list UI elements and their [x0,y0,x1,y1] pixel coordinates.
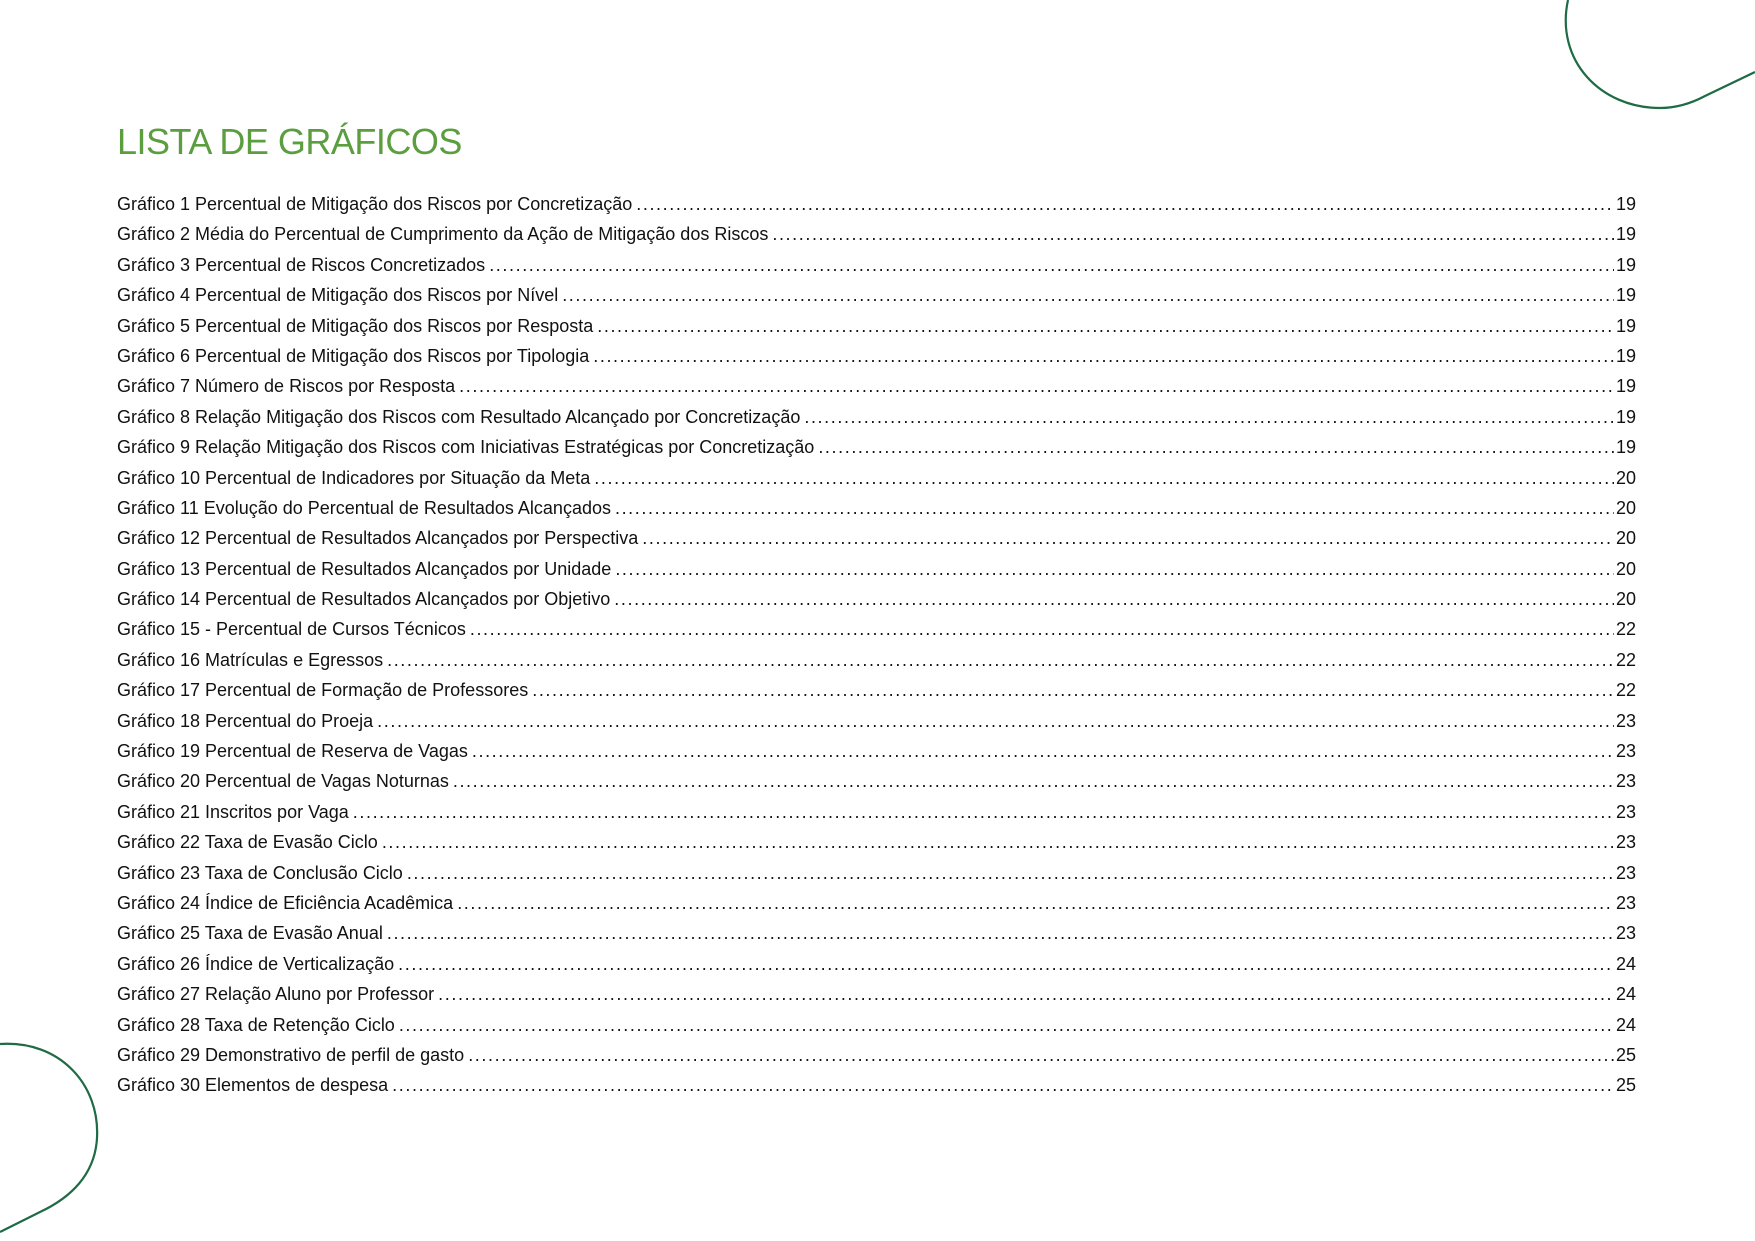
toc-entry-page-number: 23 [1615,892,1636,913]
toc-entry-page-number: 23 [1615,771,1636,792]
toc-entry-page-number: 23 [1615,923,1636,944]
toc-entry[interactable] [117,523,1636,553]
toc-entry-page-number: 19 [1615,437,1636,458]
toc-entry[interactable] [117,614,1636,644]
toc-entry-page-number: 23 [1615,710,1636,731]
toc-entry-page-number: 19 [1615,345,1636,366]
toc-entry[interactable] [117,645,1636,675]
toc-entry-page-number: 19 [1615,376,1636,397]
toc-entry-page-number: 22 [1615,619,1636,640]
toc-entry-page-number: 25 [1615,1044,1636,1065]
toc-entry-label: Gráfico 1 Percentual de Mitigação dos Riscos por Concretização [117,194,633,214]
toc-entry[interactable] [117,1040,1636,1070]
bottom-left-arc-ornament [0,1044,97,1232]
toc-dot-leader [636,189,1614,219]
toc-entry[interactable] [117,675,1636,705]
toc-dot-leader [459,371,1614,401]
toc-entry[interactable] [117,280,1636,310]
table-of-figures [117,189,1636,1101]
toc-entry[interactable] [117,554,1636,584]
toc-entry-page-number: 23 [1615,801,1636,822]
toc-dot-leader [818,432,1614,462]
toc-entry[interactable] [117,371,1636,401]
toc-entry-label: Gráfico 17 Percentual de Formação de Professores [117,680,529,701]
toc-entry-label: Gráfico 15 - Percentual de Cursos Técnicos [117,619,466,640]
toc-entry-label: Gráfico 14 Percentual de Resultados Alcançados por Objetivo [117,589,611,610]
toc-entry-label: Gráfico 8 Relação Mitigação dos Riscos com Resultado Alcançado por Concretização [117,406,801,427]
toc-entry[interactable] [117,949,1636,979]
toc-entry-page-number: 19 [1615,224,1636,245]
toc-entry[interactable] [117,219,1636,249]
toc-entry-page-number: 19 [1615,285,1636,306]
toc-entry-label: Gráfico 19 Percentual de Reserva de Vagas [117,741,468,762]
toc-entry-label: Gráfico 5 Percentual de Mitigação dos Riscos por Resposta [117,315,594,336]
toc-dot-leader [532,675,1614,705]
toc-entry-page-number: 23 [1615,862,1636,883]
toc-dot-leader [615,554,1614,584]
toc-entry[interactable] [117,858,1636,888]
toc-entry[interactable] [117,189,1636,219]
toc-entry-label: Gráfico 23 Taxa de Conclusão Ciclo [117,862,403,883]
toc-dot-leader [399,1010,1614,1040]
toc-entry[interactable] [117,888,1636,918]
toc-entry-label: Gráfico 26 Índice de Verticalização [117,953,395,974]
toc-dot-leader [387,645,1614,675]
toc-dot-leader [489,250,1614,280]
toc-entry-page-number: 20 [1615,467,1636,488]
toc-entry[interactable] [117,402,1636,432]
toc-entry[interactable] [117,1010,1636,1040]
toc-entry-page-number: 20 [1615,589,1636,610]
toc-dot-leader [470,614,1614,644]
toc-dot-leader [407,858,1614,888]
toc-dot-leader [457,888,1614,918]
toc-dot-leader [353,797,1614,827]
toc-entry[interactable] [117,341,1636,371]
toc-entry-label: Gráfico 4 Percentual de Mitigação dos Riscos por Nível [117,285,559,306]
toc-entry-label: Gráfico 6 Percentual de Mitigação dos Riscos por Tipologia [117,345,590,366]
toc-entry-label: Gráfico 2 Média do Percentual de Cumprimento da Ação de Mitigação dos Riscos [117,224,769,245]
page-title: LISTA DE GRÁFICOS [117,121,462,162]
top-right-arc-ornament [1566,0,1755,108]
toc-dot-leader [438,979,1614,1009]
toc-entry-page-number: 19 [1615,406,1636,427]
toc-entry-label: Gráfico 10 Percentual de Indicadores por Situação da Meta [117,467,591,488]
toc-dot-leader [615,493,1614,523]
toc-entry-label: Gráfico 28 Taxa de Retenção Ciclo [117,1014,395,1035]
toc-entry-label: Gráfico 21 Inscritos por Vaga [117,801,349,822]
toc-entry-label: Gráfico 25 Taxa de Evasão Anual [117,923,383,944]
toc-entry-label: Gráfico 16 Matrículas e Egressos [117,649,384,670]
toc-entry[interactable] [117,250,1636,280]
toc-entry-label: Gráfico 20 Percentual de Vagas Noturnas [117,771,449,792]
toc-entry-page-number: 20 [1615,558,1636,579]
toc-entry[interactable] [117,918,1636,948]
toc-dot-leader [772,219,1614,249]
toc-entry-label: Gráfico 12 Percentual de Resultados Alcançados por Perspectiva [117,528,639,549]
toc-entry-label: Gráfico 9 Relação Mitigação dos Riscos com Iniciativas Estratégicas por Concretização [117,437,815,458]
toc-entry-page-number: 22 [1615,649,1636,670]
toc-dot-leader [453,766,1614,796]
toc-dot-leader [382,827,1614,857]
toc-entry-page-number: 20 [1615,528,1636,549]
toc-dot-leader [804,402,1614,432]
toc-entry-label: Gráfico 3 Percentual de Riscos Concretizados [117,254,486,275]
toc-dot-leader [387,918,1614,948]
toc-entry[interactable] [117,493,1636,523]
toc-entry-label: Gráfico 27 Relação Aluno por Professor [117,984,435,1005]
toc-entry-page-number: 23 [1615,741,1636,762]
toc-entry[interactable] [117,979,1636,1009]
toc-entry-page-number: 19 [1615,315,1636,336]
toc-dot-leader [594,463,1614,493]
toc-entry-page-number: 19 [1615,254,1636,275]
toc-entry[interactable] [117,797,1636,827]
toc-entry[interactable] [117,827,1636,857]
toc-entry-label: Gráfico 30 Elementos de despesa [117,1075,389,1096]
toc-entry-label: Gráfico 22 Taxa de Evasão Ciclo [117,832,378,853]
toc-entry-page-number: 25 [1615,1075,1636,1096]
toc-entry[interactable] [117,766,1636,796]
toc-entry-label: Gráfico 24 Índice de Eficiência Acadêmica [117,892,454,913]
toc-entry-page-number: 24 [1615,1014,1636,1035]
toc-entry-page-number: 24 [1615,953,1636,974]
toc-dot-leader [398,949,1614,979]
toc-entry-label: Gráfico 7 Número de Riscos por Resposta [117,376,456,397]
toc-entry-label: Gráfico 18 Percentual do Proeja [117,710,374,731]
toc-entry-page-number: 24 [1615,984,1636,1005]
toc-entry-page-number: 22 [1615,680,1636,701]
toc-entry[interactable] [117,736,1636,766]
toc-dot-leader [377,706,1614,736]
toc-dot-leader [642,523,1614,553]
toc-entry[interactable] [117,706,1636,736]
toc-entry-label: Gráfico 11 Evolução do Percentual de Resultados Alcançados [117,497,611,518]
toc-dot-leader [593,341,1614,371]
toc-entry-page-number: 23 [1615,832,1636,853]
toc-dot-leader [472,736,1614,766]
toc-entry[interactable] [117,1070,1636,1100]
toc-dot-leader [597,311,1614,341]
toc-dot-leader [392,1070,1614,1100]
toc-entry[interactable] [117,432,1636,462]
toc-dot-leader [468,1040,1614,1070]
toc-entry-page-number: 19 [1615,194,1636,214]
toc-entry-page-number: 20 [1615,497,1636,518]
toc-entry-label: Gráfico 13 Percentual de Resultados Alcançados por Unidade [117,558,612,579]
toc-entry-label: Gráfico 29 Demonstrativo de perfil de gasto [117,1044,465,1065]
toc-entry[interactable] [117,584,1636,614]
toc-dot-leader [614,584,1614,614]
toc-entry[interactable] [117,463,1636,493]
toc-entry[interactable] [117,311,1636,341]
toc-dot-leader [562,280,1614,310]
